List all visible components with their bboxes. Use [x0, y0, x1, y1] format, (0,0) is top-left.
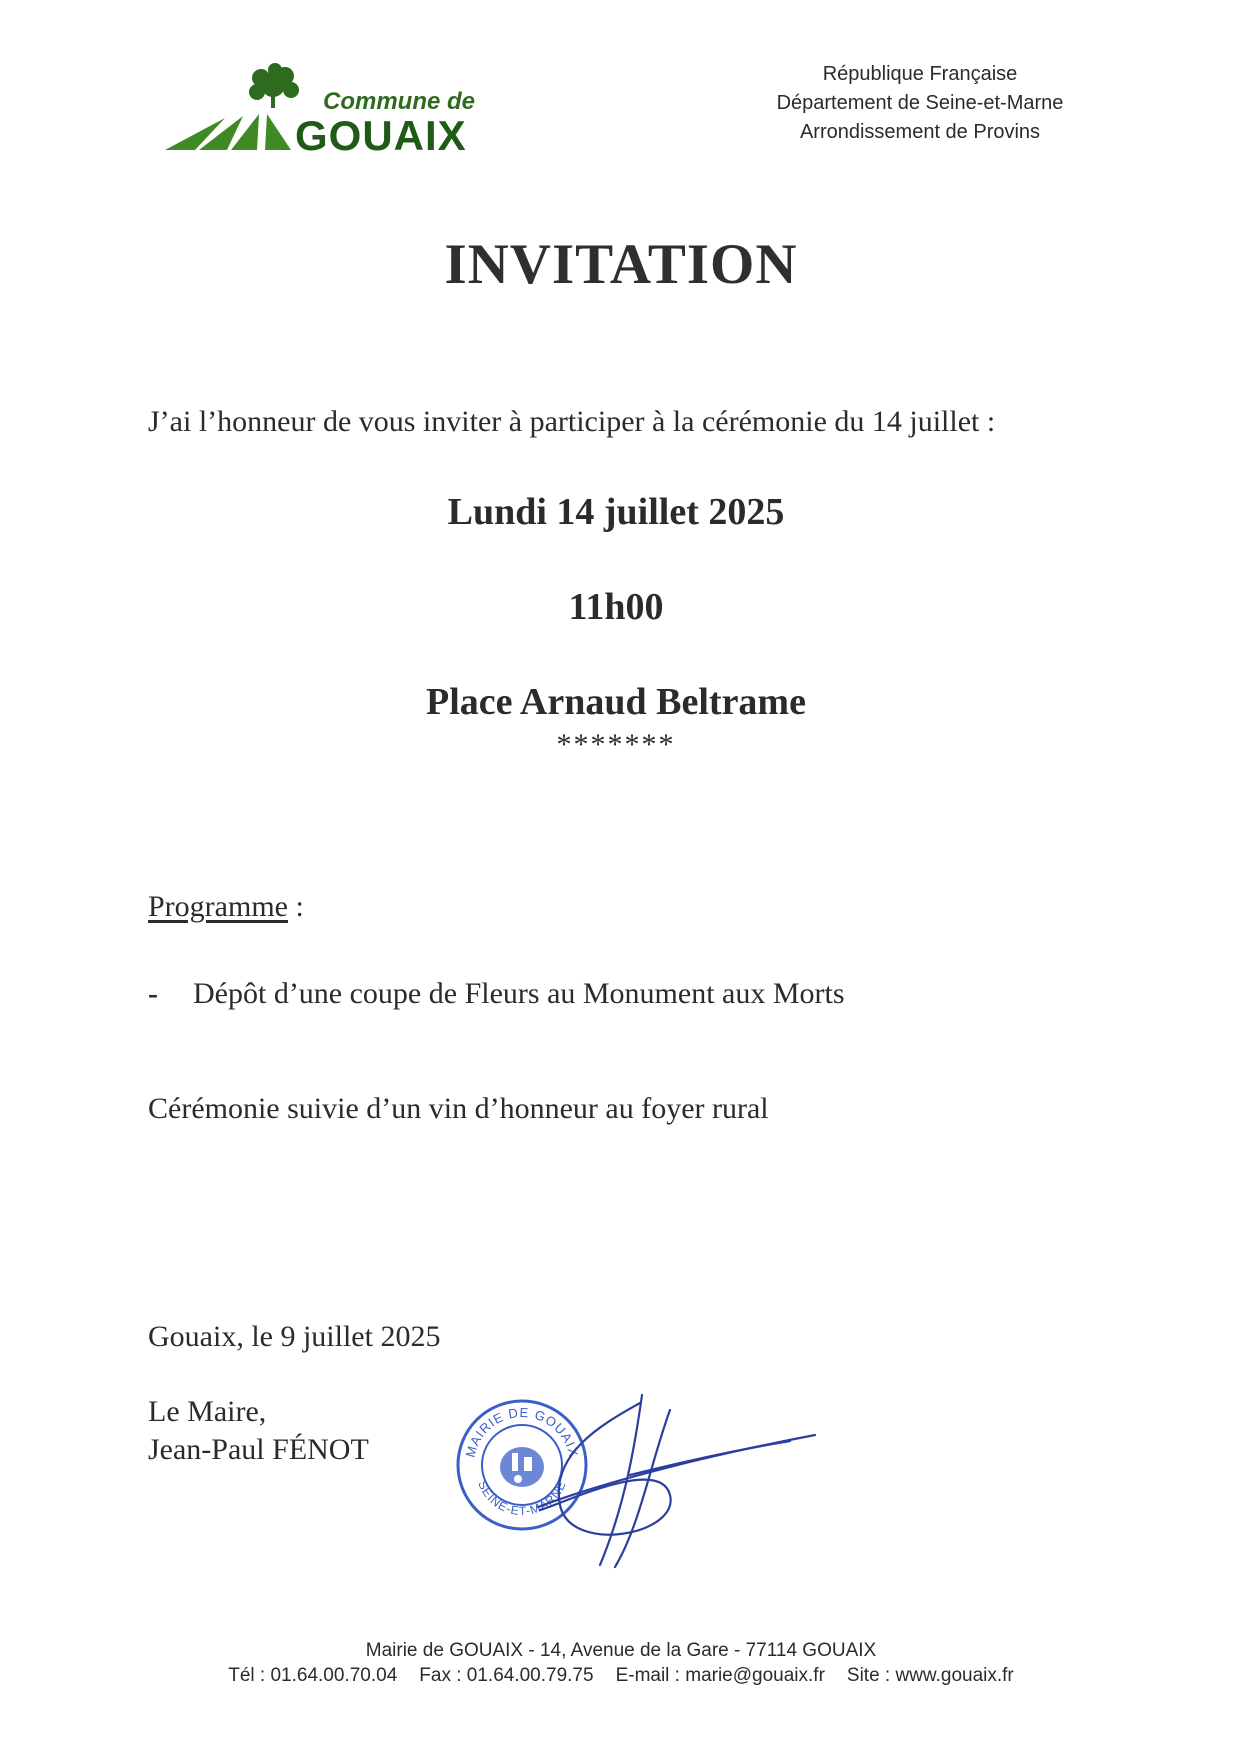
mayor-title: Le Maire, [148, 1395, 267, 1428]
event-time: 11h00 [568, 586, 664, 628]
programme-item [148, 977, 845, 1011]
document-title: INVITATION [444, 233, 798, 296]
footer-email[interactable]: E-mail : marie@gouaix.fr [615, 1665, 825, 1686]
svg-text:MAIRIE DE GOUAIX: MAIRIE DE GOUAIX [462, 1404, 582, 1459]
programme-title: Programme [148, 890, 288, 923]
programme-heading [148, 890, 304, 924]
logo-commune-de: Commune de [323, 88, 476, 115]
department-line: Département de Seine-et-Marne [776, 92, 1064, 114]
mayor-signature [530, 1385, 820, 1575]
logo-commune-name: GOUAIX [295, 112, 467, 159]
programme-colon: : [287, 890, 304, 923]
footer-contacts [0, 1665, 1242, 1687]
administrative-header [730, 60, 1110, 147]
event-date: Lundi 14 juillet 2025 [447, 491, 785, 533]
after-ceremony-text: Cérémonie suivie d’un vin d’honneur au foyer rural [148, 1092, 769, 1125]
event-place: Place Arnaud Beltrame [426, 681, 806, 723]
footer-address: Mairie de GOUAIX - 14, Avenue de la Gare - 77114 GOUAIX [365, 1640, 877, 1661]
svg-text:SEINE-ET-MARNE: SEINE-ET-MARNE [475, 1478, 569, 1519]
bullet-dash: - [148, 977, 158, 1010]
footer-fax: Fax : 01.64.00.79.75 [419, 1665, 594, 1686]
arrondissement-line: Arrondissement de Provins [799, 121, 1041, 143]
programme-item-text: Dépôt d’une coupe de Fleurs au Monument aux Morts [193, 977, 845, 1010]
mayor-name: Jean-Paul FÉNOT [148, 1433, 369, 1466]
stars-separator: ******* [556, 728, 676, 761]
invitation-intro: J’ai l’honneur de vous inviter à participer à la cérémonie du 14 juillet : [148, 405, 996, 438]
commune-logo [165, 60, 495, 160]
footer-phone: Tél : 01.64.00.70.04 [228, 1665, 398, 1686]
footer-website[interactable]: Site : www.gouaix.fr [846, 1665, 1014, 1686]
place-date: Gouaix, le 9 juillet 2025 [148, 1320, 441, 1353]
republic-line: République Française [822, 63, 1018, 85]
